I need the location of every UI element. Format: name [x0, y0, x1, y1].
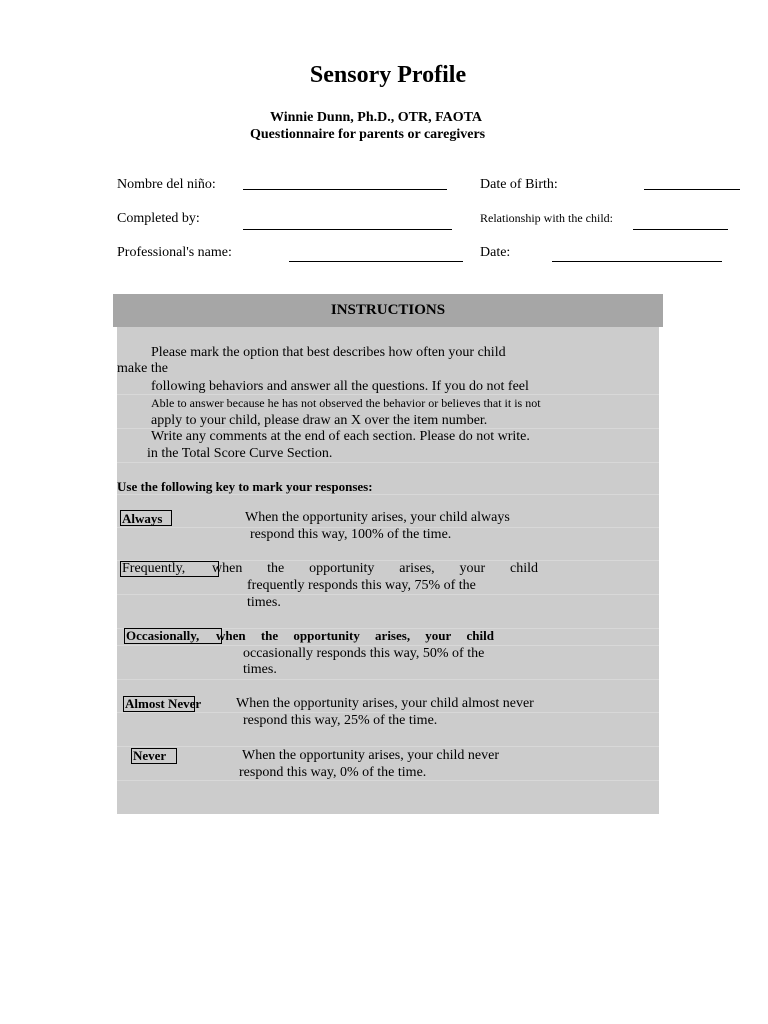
completed-by-field[interactable] — [243, 229, 452, 230]
instruction-line: in the Total Score Curve Section. — [147, 446, 333, 461]
author-line: Winnie Dunn, Ph.D., OTR, FAOTA — [270, 110, 482, 125]
row-divider — [117, 679, 659, 680]
instruction-line: Please mark the option that best describes how often your child — [151, 345, 506, 360]
almost-never-desc: When the opportunity arises, your child almost never — [236, 696, 534, 711]
word: your — [425, 628, 452, 643]
word: child — [509, 561, 538, 576]
always-desc: When the opportunity arises, your child always — [245, 510, 510, 525]
occasionally-desc — [216, 628, 494, 644]
page-title: Sensory Profile — [309, 62, 467, 88]
never-label: Never — [133, 748, 167, 763]
always-label: Always — [122, 511, 163, 526]
word: the — [267, 561, 285, 576]
relationship-label: Relationship with the child: — [480, 211, 613, 225]
word: your — [459, 561, 486, 576]
child-name-label: Nombre del niño: — [117, 177, 216, 192]
date-field[interactable] — [552, 261, 722, 262]
row-divider — [117, 746, 659, 747]
never-desc: respond this way, 0% of the time. — [239, 765, 427, 780]
professional-label: Professional's name: — [117, 245, 232, 260]
instruction-line: apply to your child, please draw an X over the item number. — [151, 413, 488, 428]
word: opportunity — [309, 561, 375, 576]
relationship-field[interactable] — [633, 229, 728, 230]
row-divider — [117, 594, 659, 595]
subtitle: Questionnaire for parents or caregivers — [250, 127, 486, 142]
almost-never-label: Almost Never — [125, 696, 202, 711]
date-label: Date: — [480, 245, 511, 260]
frequently-desc: times. — [247, 595, 281, 610]
word: child — [466, 628, 494, 643]
always-desc: respond this way, 100% of the time. — [250, 527, 452, 542]
row-divider — [117, 462, 659, 463]
frequently-label: Frequently, — [122, 561, 186, 576]
word: the — [260, 628, 279, 643]
instructions-header — [113, 294, 663, 327]
frequently-desc — [212, 561, 538, 577]
instructions-heading: INSTRUCTIONS — [330, 302, 446, 318]
dob-field[interactable] — [644, 189, 740, 190]
key-heading: Use the following key to mark your responses: — [117, 479, 373, 494]
frequently-desc: frequently responds this way, 75% of the — [247, 578, 476, 593]
word: when — [216, 628, 246, 643]
word: when — [212, 561, 243, 576]
word: arises, — [399, 561, 435, 576]
word: arises, — [375, 628, 411, 643]
instruction-line: Able to answer because he has not observed the behavior or believes that it is not — [151, 396, 541, 410]
never-desc: When the opportunity arises, your child never — [242, 748, 499, 763]
almost-never-desc: respond this way, 25% of the time. — [243, 713, 438, 728]
dob-label: Date of Birth: — [480, 177, 558, 192]
completed-by-label: Completed by: — [117, 211, 200, 226]
professional-field[interactable] — [289, 261, 463, 262]
occasionally-label: Occasionally, — [126, 628, 200, 643]
occasionally-desc: times. — [243, 662, 277, 677]
instruction-line: make the — [117, 361, 168, 376]
instruction-line: following behaviors and answer all the questions. If you do not feel — [151, 379, 529, 394]
occasionally-desc: occasionally responds this way, 50% of the — [243, 646, 485, 661]
child-name-field[interactable] — [243, 189, 447, 190]
word: opportunity — [293, 628, 360, 643]
instruction-line: Write any comments at the end of each section. Please do not write. — [151, 429, 530, 444]
